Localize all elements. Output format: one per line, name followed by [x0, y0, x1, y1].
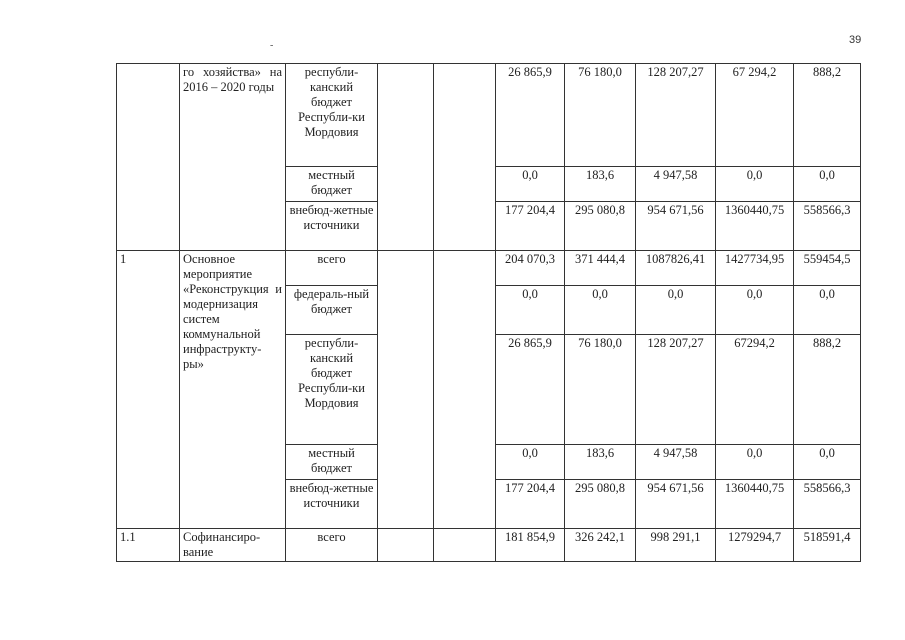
value-2016-cell: 177 204,4 — [496, 202, 565, 251]
funding-source-cell: всего — [286, 251, 378, 286]
empty-cell — [434, 251, 496, 529]
value-2018-cell: 128 207,27 — [636, 64, 716, 167]
value-2019-cell: 0,0 — [716, 445, 794, 480]
value-2019-cell: 0,0 — [716, 286, 794, 335]
value-2018-cell: 128 207,27 — [636, 335, 716, 445]
value-2020-cell: 559454,5 — [794, 251, 861, 286]
value-2019-cell: 1279294,7 — [716, 529, 794, 562]
empty-cell — [378, 251, 434, 529]
value-2016-cell: 181 854,9 — [496, 529, 565, 562]
value-2016-cell: 177 204,4 — [496, 480, 565, 529]
value-2017-cell: 76 180,0 — [565, 64, 636, 167]
value-2019-cell: 0,0 — [716, 167, 794, 202]
value-2018-cell: 954 671,56 — [636, 202, 716, 251]
funding-source-cell: внебюд-жетные источники — [286, 480, 378, 529]
funding-source-cell: местный бюджет — [286, 167, 378, 202]
funding-source-cell: республи-канский бюджет Республи-ки Мордовия — [286, 64, 378, 167]
funding-source-cell: федераль-ный бюджет — [286, 286, 378, 335]
funding-source-cell: внебюд-жетные источники — [286, 202, 378, 251]
value-2018-cell: 4 947,58 — [636, 167, 716, 202]
value-2020-cell: 0,0 — [794, 167, 861, 202]
table-row — [117, 251, 861, 286]
value-2018-cell: 1087826,41 — [636, 251, 716, 286]
value-2018-cell: 954 671,56 — [636, 480, 716, 529]
value-2020-cell: 888,2 — [794, 335, 861, 445]
value-2018-cell: 0,0 — [636, 286, 716, 335]
value-2017-cell: 0,0 — [565, 286, 636, 335]
scan-mark: - — [270, 40, 274, 51]
value-2017-cell: 295 080,8 — [565, 480, 636, 529]
value-2016-cell: 204 070,3 — [496, 251, 565, 286]
value-2020-cell: 558566,3 — [794, 202, 861, 251]
value-2019-cell: 1360440,75 — [716, 202, 794, 251]
value-2017-cell: 183,6 — [565, 445, 636, 480]
value-2016-cell: 26 865,9 — [496, 64, 565, 167]
funding-source-cell: местный бюджет — [286, 445, 378, 480]
value-2016-cell: 0,0 — [496, 286, 565, 335]
funding-source-cell: республи-канский бюджет Республи-ки Мордовия — [286, 335, 378, 445]
empty-cell — [378, 64, 434, 251]
activity-name-cell: Софинансиро-вание — [180, 529, 286, 562]
value-2017-cell: 326 242,1 — [565, 529, 636, 562]
page-number: 39 — [849, 34, 862, 46]
value-2020-cell: 0,0 — [794, 286, 861, 335]
value-2019-cell: 67294,2 — [716, 335, 794, 445]
funding-source-cell: всего — [286, 529, 378, 562]
value-2020-cell: 0,0 — [794, 445, 861, 480]
value-2016-cell: 26 865,9 — [496, 335, 565, 445]
value-2020-cell: 518591,4 — [794, 529, 861, 562]
value-2016-cell: 0,0 — [496, 445, 565, 480]
row-number-cell: 1.1 — [117, 529, 180, 562]
table-row — [117, 64, 861, 167]
row-number-cell — [117, 64, 180, 251]
empty-cell — [434, 64, 496, 251]
value-2019-cell: 1427734,95 — [716, 251, 794, 286]
value-2018-cell: 4 947,58 — [636, 445, 716, 480]
row-number-cell: 1 — [117, 251, 180, 529]
value-2017-cell: 183,6 — [565, 167, 636, 202]
value-2017-cell: 76 180,0 — [565, 335, 636, 445]
empty-cell — [434, 529, 496, 562]
table-row — [117, 529, 861, 562]
value-2018-cell: 998 291,1 — [636, 529, 716, 562]
value-2016-cell: 0,0 — [496, 167, 565, 202]
value-2019-cell: 1360440,75 — [716, 480, 794, 529]
value-2020-cell: 888,2 — [794, 64, 861, 167]
activity-name-cell: Основное мероприятие «Реконструкция и модернизация систем коммунальной инфраструкту-ры» — [180, 251, 286, 529]
value-2017-cell: 371 444,4 — [565, 251, 636, 286]
value-2017-cell: 295 080,8 — [565, 202, 636, 251]
value-2019-cell: 67 294,2 — [716, 64, 794, 167]
activity-name-cell: го хозяйства» на 2016 – 2020 годы — [180, 64, 286, 251]
value-2020-cell: 558566,3 — [794, 480, 861, 529]
empty-cell — [378, 529, 434, 562]
budget-table — [116, 63, 861, 562]
